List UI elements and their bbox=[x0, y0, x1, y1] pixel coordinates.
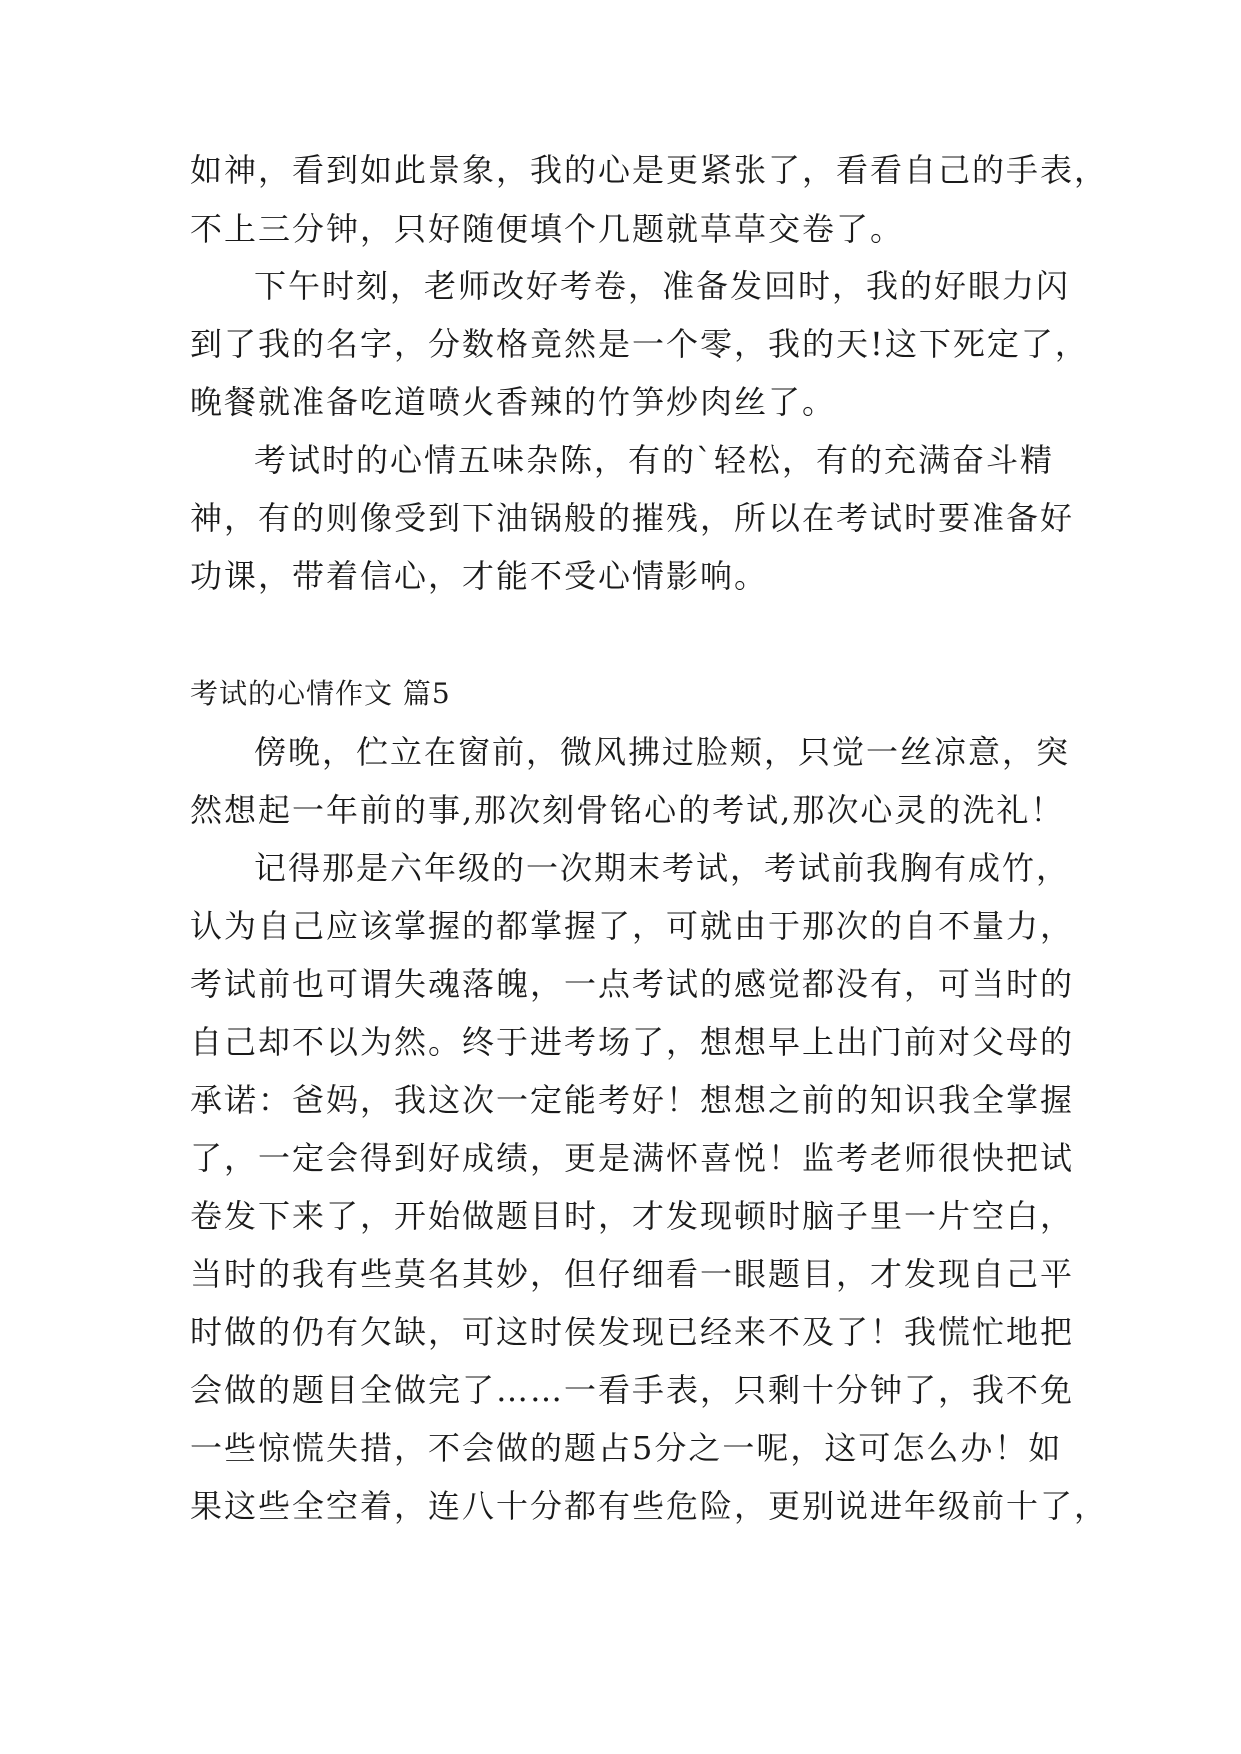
paragraph-1-line-1: 如神，看到如此景象，我的心是更紧张了，看看自己的手表， bbox=[190, 151, 1109, 189]
paragraph-3-line-2: 神，有的则像受到下油锅般的摧残，所以在考试时要准备好 bbox=[190, 499, 1075, 537]
paragraph-3-line-1: 考试时的心情五味杂陈，有的`轻松，有的充满奋斗精 bbox=[254, 441, 1055, 479]
paragraph-5-line-2: 认为自己应该掌握的都掌握了，可就由于那次的自不量力， bbox=[190, 907, 1075, 945]
paragraph-5-line-11: 一些惊慌失措，不会做的题占5分之一呢，这可怎么办！如 bbox=[190, 1429, 1063, 1467]
paragraph-4-line-1: 傍晚，伫立在窗前，微风拂过脸颊，只觉一丝凉意，突 bbox=[254, 733, 1071, 771]
paragraph-5-line-10: 会做的题目全做完了……一看手表，只剩十分钟了，我不免 bbox=[190, 1371, 1075, 1409]
paragraph-2-line-2: 到了我的名字，分数格竟然是一个零，我的天!这下死定了， bbox=[190, 325, 1089, 363]
paragraph-5-line-9: 时做的仍有欠缺，可这时侯发现已经来不及了！我慌忙地把 bbox=[190, 1313, 1075, 1351]
paragraph-5-line-6: 了，一定会得到好成绩，更是满怀喜悦！监考老师很快把试 bbox=[190, 1139, 1075, 1177]
paragraph-2-line-1: 下午时刻，老师改好考卷，准备发回时，我的好眼力闪 bbox=[254, 267, 1071, 305]
paragraph-5-line-7: 卷发下来了，开始做题目时，才发现顿时脑子里一片空白， bbox=[190, 1197, 1075, 1235]
paragraph-3-line-3: 功课，带着信心，才能不受心情影响。 bbox=[190, 557, 769, 595]
paragraph-5-line-4: 自己却不以为然。终于进考场了，想想早上出门前对父母的 bbox=[190, 1023, 1075, 1061]
paragraph-5-line-12: 果这些全空着，连八十分都有些危险，更别说进年级前十了， bbox=[190, 1487, 1109, 1525]
paragraph-2-line-3: 晚餐就准备吃道喷火香辣的竹笋炒肉丝了。 bbox=[190, 383, 837, 421]
paragraph-1-line-2: 不上三分钟，只好随便填个几题就草草交卷了。 bbox=[190, 210, 905, 248]
paragraph-5-line-3: 考试前也可谓失魂落魄，一点考试的感觉都没有，可当时的 bbox=[190, 965, 1075, 1003]
section-title: 考试的心情作文 篇5 bbox=[190, 677, 451, 710]
paragraph-5-line-1: 记得那是六年级的一次期末考试，考试前我胸有成竹， bbox=[254, 849, 1071, 887]
paragraph-5-line-5: 承诺：爸妈，我这次一定能考好！想想之前的知识我全掌握 bbox=[190, 1081, 1075, 1119]
paragraph-4-line-2: 然想起一年前的事,那次刻骨铭心的考试,那次心灵的洗礼！ bbox=[190, 791, 1065, 829]
paragraph-5-line-8: 当时的我有些莫名其妙，但仔细看一眼题目，才发现自己平 bbox=[190, 1255, 1075, 1293]
